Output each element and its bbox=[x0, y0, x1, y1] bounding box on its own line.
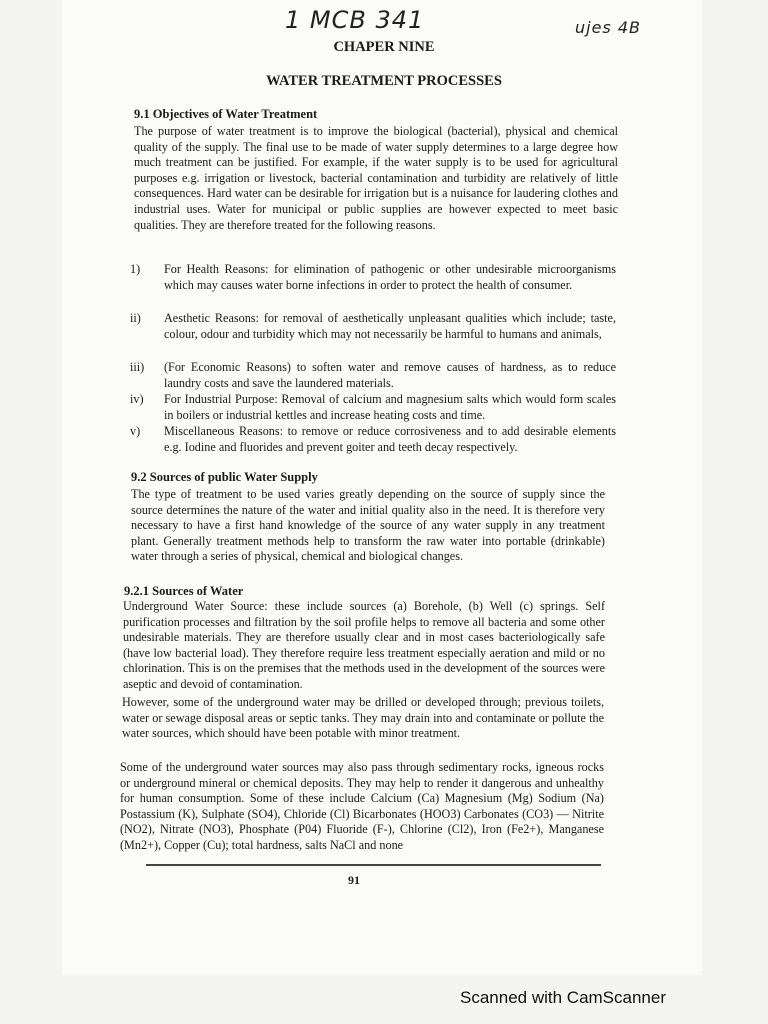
handwritten-note: ujes 4B bbox=[575, 18, 642, 37]
section-921-para-3: Some of the underground water sources may also pass through sedimentary rocks, igneous rocks or underground mineral or chemical deposits. They may help to render it dangerous and unhealthy for human consumption. Some of these include Calcium (Ca) Magnesium (Mg) Sodium (Na) Postassium (K), Sulphate (SO4), Chloride (Cl) Bicarbonates (HOO3) Carbonates (CO3) — Nitrite (NO2), Nitrate (NO3), Phosphate (P04) Fluoride (F-), Chlorine (Cl2), Iron (Fe2+), Manganese (Mn2+), Copper (Cu); total hardness, salts NaCl and none bbox=[120, 760, 604, 852]
reason-item bbox=[130, 360, 618, 392]
chapter-title: WATER TREATMENT PROCESSES bbox=[266, 73, 502, 89]
chapter-label: CHAPER NINE bbox=[333, 39, 435, 55]
reason-text: Miscellaneous Reasons: to remove or reduce corrosiveness and to add desirable elements e.g. Iodine and fluorides and prevent goiter and teeth decay respectively. bbox=[164, 424, 616, 454]
reason-text: (For Economic Reasons) to soften water and remove causes of hardness, as to reduce laundry costs and save the laundered materials. bbox=[164, 360, 616, 390]
page-rule bbox=[146, 864, 601, 866]
reason-number: iii) bbox=[130, 360, 145, 374]
reason-text: For Health Reasons: for elimination of pathogenic or other undesirable microorganisms which may causes water borne infections in order to protect the health of consumer. bbox=[164, 262, 616, 292]
reason-number: v) bbox=[130, 424, 141, 438]
reason-item bbox=[130, 262, 618, 309]
camscanner-footer: Scanned with CamScanner bbox=[460, 988, 667, 1007]
reason-text: Aesthetic Reasons: for removal of aesthetically unpleasant qualities which include; taste, colour, odour and turbidity which may not necessarily be harmful to humans and animals, bbox=[164, 311, 616, 341]
reason-text: For Industrial Purpose: Removal of calcium and magnesium salts which would form scales in boilers or industrial kettles and increase heating costs and time. bbox=[164, 392, 616, 422]
section-92-body: The type of treatment to be used varies greatly depending on the source of supply since the source determines the nature of the water and initial quality also in the need. It is therefore very necessary to have a first hand knowledge of the source of any water supply in any treatment plant. Generally treatment methods help to transform the raw water into portable (drinkable) water through a series of physical, chemical and biological changes. bbox=[131, 487, 605, 564]
section-91-intro: The purpose of water treatment is to improve the biological (bacterial), physical and chemical quality of the supply. The final use to be made of water supply determines to a large degree how much treatment can be justified. For example, if the water supply is to be used for agricultural purposes e.g. irrigation or livestock, bacterial contamination and turbidity are relatively of little consequences. Hard water can be desirable for irrigation but is a nuisance for laudering clothes and industrial uses. Water for municipal or public supplies are however expected to meet basic qualities. They are therefore treated for the following reasons. bbox=[134, 124, 618, 232]
reason-number: 1) bbox=[130, 262, 141, 276]
reason-item bbox=[130, 311, 618, 358]
handwritten-course-code: 1 MCB 341 bbox=[285, 6, 425, 34]
section-921-heading: 9.2.1 Sources of Water bbox=[124, 584, 244, 598]
section-921-para-2: However, some of the underground water may be drilled or developed through; previous toilets, water or sewage disposal areas or septic tanks. They may drain into and contaminate or pollute the water sources, which should have been potable with minor treatment. bbox=[122, 695, 604, 741]
reason-number: ii) bbox=[130, 311, 141, 325]
section-92-heading: 9.2 Sources of public Water Supply bbox=[131, 470, 318, 484]
reason-item bbox=[130, 424, 618, 456]
section-921-para-1: Underground Water Source: these include sources (a) Borehole, (b) Well (c) springs. Self purification processes and filtration by the soil profile helps to remove all bacteria and some other undesirable materials. They are therefore usually clear and in most cases bacteriologically safe (have low bacterial load). They therefore require less treatment especially aeration and mild or no chlorination. This is on the premises that the methods used in the development of the sources were aseptic and devoid of contamination. bbox=[123, 599, 605, 691]
page-number: 91 bbox=[348, 873, 360, 887]
section-91-heading: 9.1 Objectives of Water Treatment bbox=[134, 107, 318, 121]
reason-number: iv) bbox=[130, 392, 144, 406]
reason-item bbox=[130, 392, 618, 424]
